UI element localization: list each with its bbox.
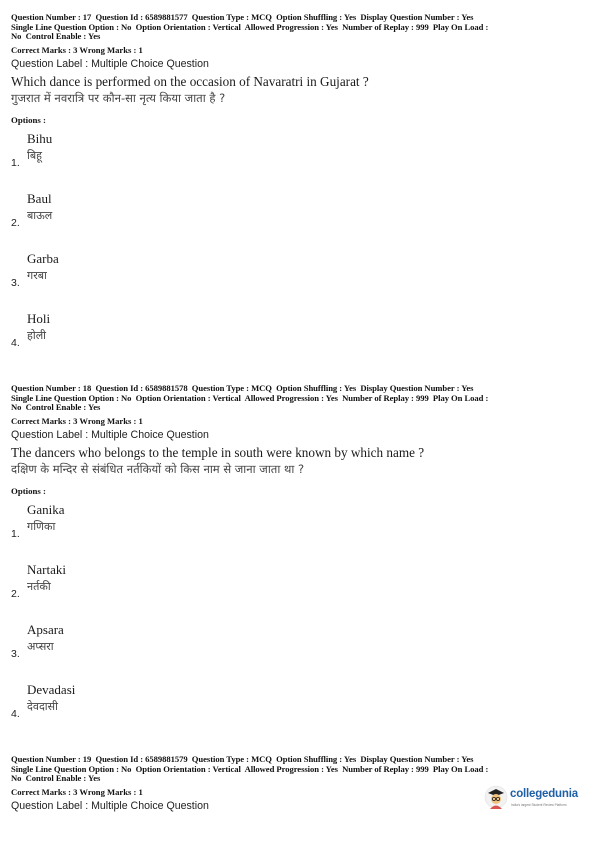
option-3[interactable] xyxy=(11,245,586,305)
collegedunia-logo xyxy=(484,785,584,815)
option-text-hindi: बाऊल xyxy=(27,208,53,222)
question-label: Question Label : Multiple Choice Question xyxy=(11,428,209,441)
option-text-hindi: अप्सरा xyxy=(27,639,54,653)
option-number: 2. xyxy=(11,216,20,229)
options-heading: Options : xyxy=(11,114,46,125)
option-1[interactable] xyxy=(11,125,586,185)
option-4[interactable] xyxy=(11,305,586,365)
option-text-english: Ganika xyxy=(27,501,65,517)
student-avatar-icon xyxy=(484,785,508,811)
question-marks: Correct Marks : 3 Wrong Marks : 1 xyxy=(11,415,143,426)
option-text-hindi: गरबा xyxy=(27,268,47,282)
option-number: 4. xyxy=(11,707,20,720)
option-text-english: Garba xyxy=(27,250,59,266)
question-meta: Question Number : 19 Question Id : 6589881579 Question Type : MCQ Option Shuffling : Yes Display Question Number : Yes Single Line Question Option : No Option Orientation : Vertical Allowed Progression : Yes Number of Replay : 999 Play On Load : No Control Enable : Yes xyxy=(11,754,489,784)
question-text-hindi: गुजरात में नवरात्रि पर कौन-सा नृत्य किया जाता है ? xyxy=(11,90,226,105)
option-number: 2. xyxy=(11,587,20,600)
question-marks: Correct Marks : 3 Wrong Marks : 1 xyxy=(11,44,143,55)
question-label: Question Label : Multiple Choice Question xyxy=(11,57,209,70)
question-label: Question Label : Multiple Choice Question xyxy=(11,799,209,812)
option-3[interactable] xyxy=(11,616,586,676)
option-text-english: Nartaki xyxy=(27,561,66,577)
option-text-hindi: नर्तकी xyxy=(27,579,51,593)
question-marks: Correct Marks : 3 Wrong Marks : 1 xyxy=(11,786,143,797)
option-1[interactable] xyxy=(11,496,586,556)
logo-wordmark: collegedunia xyxy=(510,788,578,800)
question-text-english: The dancers who belongs to the temple in south were known by which name ? xyxy=(11,444,425,460)
option-number: 3. xyxy=(11,276,20,289)
option-4[interactable] xyxy=(11,676,586,736)
question-text-hindi: दक्षिण के मन्दिर से संबंधित नर्तकियों को किस नाम से जाना जाता था ? xyxy=(11,461,305,476)
option-text-hindi: गणिका xyxy=(27,519,56,533)
option-text-hindi: देवदासी xyxy=(27,699,58,713)
option-text-hindi: बिहू xyxy=(27,148,42,162)
question-18 xyxy=(11,384,586,736)
option-2[interactable] xyxy=(11,556,586,616)
option-number: 1. xyxy=(11,527,20,540)
option-text-english: Baul xyxy=(27,190,52,206)
question-text-english: Which dance is performed on the occasion of Navaratri in Gujarat ? xyxy=(11,73,369,89)
option-number: 3. xyxy=(11,647,20,660)
option-text-english: Holi xyxy=(27,310,51,326)
option-number: 4. xyxy=(11,336,20,349)
option-text-english: Devadasi xyxy=(27,681,76,697)
option-2[interactable] xyxy=(11,185,586,245)
options-heading: Options : xyxy=(11,485,46,496)
option-number: 1. xyxy=(11,156,20,169)
question-meta: Question Number : 17 Question Id : 6589881577 Question Type : MCQ Option Shuffling : Yes Display Question Number : Yes Single Line Question Option : No Option Orientation : Vertical Allowed Progression : Yes Number of Replay : 999 Play On Load : No Control Enable : Yes xyxy=(11,12,489,42)
logo-tagline: India's largest Student Review Platform xyxy=(511,803,567,807)
question-meta: Question Number : 18 Question Id : 6589881578 Question Type : MCQ Option Shuffling : Yes Display Question Number : Yes Single Line Question Option : No Option Orientation : Vertical Allowed Progression : Yes Number of Replay : 999 Play On Load : No Control Enable : Yes xyxy=(11,383,489,413)
question-17 xyxy=(11,13,586,365)
option-text-english: Bihu xyxy=(27,130,53,146)
option-text-hindi: होली xyxy=(27,328,46,342)
option-text-english: Apsara xyxy=(27,621,64,637)
